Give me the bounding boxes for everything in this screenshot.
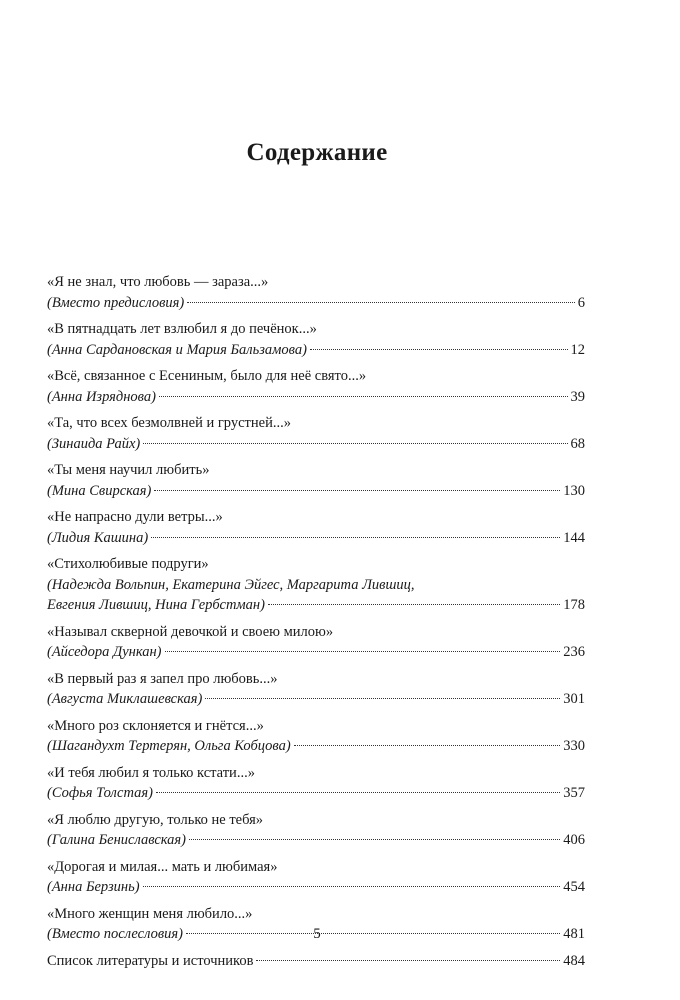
toc-entry-subtitle: (Августа Миклашевская) [47, 691, 203, 707]
dot-leader [205, 698, 560, 699]
toc-entry [47, 857, 585, 898]
toc-entry-page: 144 [563, 529, 585, 546]
toc-entry-subtitle: (Зинаида Райх) [47, 435, 141, 452]
dot-leader [294, 745, 561, 746]
toc-entry [47, 810, 585, 851]
toc-entry-heading: «В пятнадцать лет взлюбил я до печёнок...» [47, 321, 317, 337]
toc-entry-row [47, 689, 585, 710]
toc-entry-bibliography [47, 951, 585, 972]
dot-leader [151, 537, 560, 538]
toc-entry-heading: «В первый раз я запел про любовь...» [47, 670, 278, 687]
toc-entry [47, 272, 585, 313]
toc-entry-heading: «Всё, связанное с Есениным, было для неё свято...» [47, 368, 367, 384]
toc-entry [47, 622, 585, 663]
toc-entry-heading: «Много женщин меня любило...» [47, 905, 253, 922]
dot-leader [156, 792, 560, 793]
toc-entry-heading: «Стихолюбивые подруги» [47, 556, 209, 572]
toc-entry-row [47, 340, 585, 361]
toc-entry-row [47, 528, 585, 549]
toc-entry-page: 68 [570, 435, 585, 452]
toc-entry-subtitle: (Галина Бениславская) [47, 832, 187, 848]
dot-leader [143, 886, 561, 887]
dot-leader [154, 490, 560, 491]
dot-leader [256, 960, 560, 961]
toc-entry-subtitle: (Анна Изряднова) [47, 388, 156, 405]
table-of-contents [47, 272, 585, 977]
toc-entry-row [47, 877, 585, 898]
toc-entry-subtitle: (Софья Толстая) [47, 785, 153, 801]
toc-entry-row [47, 736, 585, 757]
toc-entry [47, 669, 585, 710]
toc-entry-page: 130 [563, 482, 585, 499]
toc-entry-subtitle: (Вместо предисловия) [47, 294, 185, 311]
toc-entry-page: 454 [563, 879, 585, 895]
page-number: 5 [313, 926, 321, 942]
page-title: Содержание [246, 139, 388, 166]
toc-entry-page: 301 [563, 691, 585, 707]
toc-entry [47, 319, 585, 360]
toc-entry-page: 12 [570, 341, 585, 358]
toc-entry-subtitle: (Надежда Вольпин, Екатерина Эйгес, Маргарита Лившиц, [47, 576, 415, 593]
toc-entry-row [47, 783, 585, 804]
toc-entry-heading: «Ты меня научил любить» [47, 462, 210, 478]
bibliography-page: 484 [563, 952, 585, 969]
toc-entry-row [47, 434, 585, 455]
toc-entry-heading: «Дорогая и милая... мать и любимая» [47, 858, 278, 875]
toc-entry-heading: «Та, что всех безмолвней и грустней...» [47, 415, 291, 431]
toc-entry-row [47, 830, 585, 851]
toc-entry-page: 330 [563, 738, 585, 754]
toc-entry-heading: «Много роз склоняется и гнётся...» [47, 717, 264, 734]
dot-leader [159, 396, 568, 397]
dot-leader [143, 443, 567, 444]
toc-entry-subtitle: (Анна Сардановская и Мария Бальзамова) [47, 341, 307, 358]
toc-entry-heading: «Я не знал, что любовь — зараза...» [47, 274, 269, 290]
toc-entry-row [47, 595, 585, 616]
toc-entry-heading: «Не напрасно дули ветры...» [47, 509, 223, 525]
toc-entry-subtitle: (Мина Свирская) [47, 482, 152, 499]
toc-entry-subtitle: (Лидия Кашина) [47, 529, 149, 546]
toc-entry-page: 357 [563, 785, 585, 801]
toc-entry [47, 460, 585, 501]
toc-entry [47, 554, 585, 616]
toc-entry-row [47, 387, 585, 408]
toc-entry-heading: «Называл скверной девочкой и своею милою» [47, 623, 334, 640]
bibliography-label: Список литературы и источников [47, 952, 254, 969]
toc-entry-page: 39 [570, 388, 585, 405]
dot-leader [310, 349, 568, 350]
toc-entry [47, 716, 585, 757]
toc-entry-page: 481 [563, 926, 585, 942]
toc-entry-page: 236 [563, 644, 585, 660]
toc-entry-row [47, 642, 585, 663]
dot-leader [187, 302, 575, 303]
toc-entry-subtitle: (Айседора Дункан) [47, 644, 162, 660]
toc-entry-row [47, 293, 585, 314]
toc-entry-subtitle: (Анна Берзинь) [47, 879, 140, 895]
toc-entry-page: 6 [577, 294, 585, 311]
dot-leader [165, 651, 561, 652]
dot-leader [268, 604, 560, 605]
toc-entry-heading: «Я люблю другую, только не тебя» [47, 811, 264, 828]
toc-entry-page: 406 [563, 832, 585, 848]
toc-entry [47, 507, 585, 548]
toc-entry-row [47, 951, 585, 972]
dot-leader [189, 839, 560, 840]
toc-entry-subtitle: (Вместо послесловия) [47, 926, 183, 942]
toc-entry-subtitle: Евгения Лившиц, Нина Гербстман) [47, 597, 265, 613]
toc-entry [47, 366, 585, 407]
toc-entry [47, 413, 585, 454]
toc-entry-page: 178 [563, 597, 585, 613]
toc-entry-subtitle: (Шагандухт Тертерян, Ольга Кобцова) [47, 738, 291, 754]
toc-entry-row [47, 481, 585, 502]
toc-entry [47, 763, 585, 804]
toc-entry-heading: «И тебя любил я только кстати...» [47, 764, 255, 781]
